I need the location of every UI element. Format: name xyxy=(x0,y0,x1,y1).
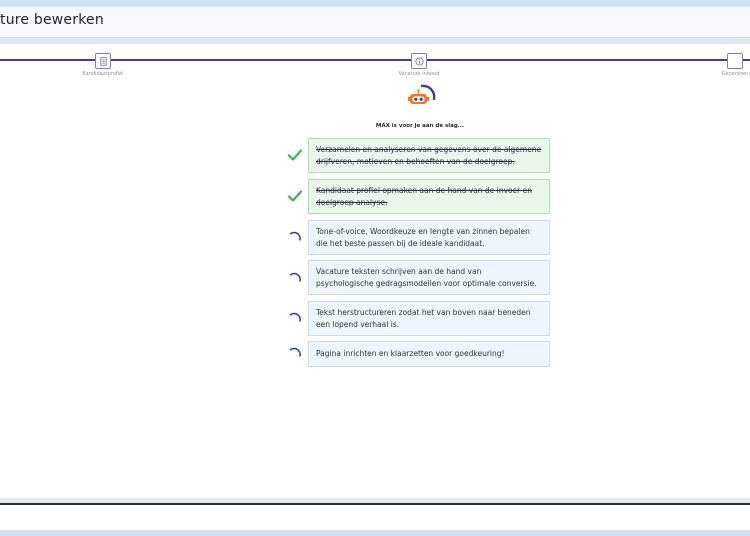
square-icon xyxy=(731,57,740,66)
task-text-line2: een lopend verhaal is. xyxy=(316,320,400,329)
top-strip xyxy=(0,0,750,6)
document-icon xyxy=(99,57,108,66)
task-item xyxy=(308,301,550,336)
task-text-line1: Kandidaat profiel opmaken aan de hand van de invoer en xyxy=(316,186,532,195)
page-title: ture bewerken xyxy=(0,12,104,28)
step-vacature-inhoud[interactable] xyxy=(411,53,427,69)
task-item xyxy=(308,179,550,214)
robot-max-icon xyxy=(405,82,437,110)
task-item xyxy=(308,260,550,295)
step-label-genereren: Genereren xyxy=(721,71,749,77)
assistant-status: MAX is voor je aan de slag... xyxy=(375,123,465,129)
step-label-kandidaatprofiel: Kandidaatprofiel xyxy=(82,71,124,77)
info-icon xyxy=(415,57,424,66)
stepper-line xyxy=(0,59,750,61)
spinner-icon xyxy=(288,346,302,360)
task-text-line1: Tekst herstructureren zodat het van boven naar beneden xyxy=(316,308,531,317)
step-label-vacature-inhoud: Vacature inhoud xyxy=(398,71,440,77)
check-icon xyxy=(287,148,303,162)
task-item xyxy=(308,341,550,367)
check-icon xyxy=(287,189,303,203)
task-text-line2: drijfveren, motieven en behoeften van de doelgroep. xyxy=(316,157,515,166)
task-text-line1: Pagina inrichten en klaarzetten voor goedkeuring! xyxy=(316,349,505,358)
page-header xyxy=(0,7,750,38)
step-kandidaatprofiel[interactable] xyxy=(95,53,111,69)
task-text-line2: doelgroep analyse. xyxy=(316,198,388,207)
task-item xyxy=(308,220,550,255)
task-item xyxy=(308,138,550,173)
bottom-strip xyxy=(0,530,750,536)
spinner-icon xyxy=(288,311,302,325)
task-text-line1: Tone-of-voice, Woordkeuze en lengte van zinnen bepalen xyxy=(316,227,530,236)
spinner-icon xyxy=(288,271,302,285)
spinner-icon xyxy=(288,230,302,244)
main-panel xyxy=(0,44,750,498)
step-genereren[interactable] xyxy=(727,53,743,69)
task-text-line2: psychologische gedragsmodellen voor optimale conversie. xyxy=(316,279,537,288)
task-text-line1: Vacature teksten schrijven aan de hand van xyxy=(316,267,482,276)
task-text-line1: Verzamelen en analyseren van gegevens over de algemene xyxy=(316,145,542,154)
task-text-line2: die het beste passen bij de ideale kandidaat. xyxy=(316,239,485,248)
